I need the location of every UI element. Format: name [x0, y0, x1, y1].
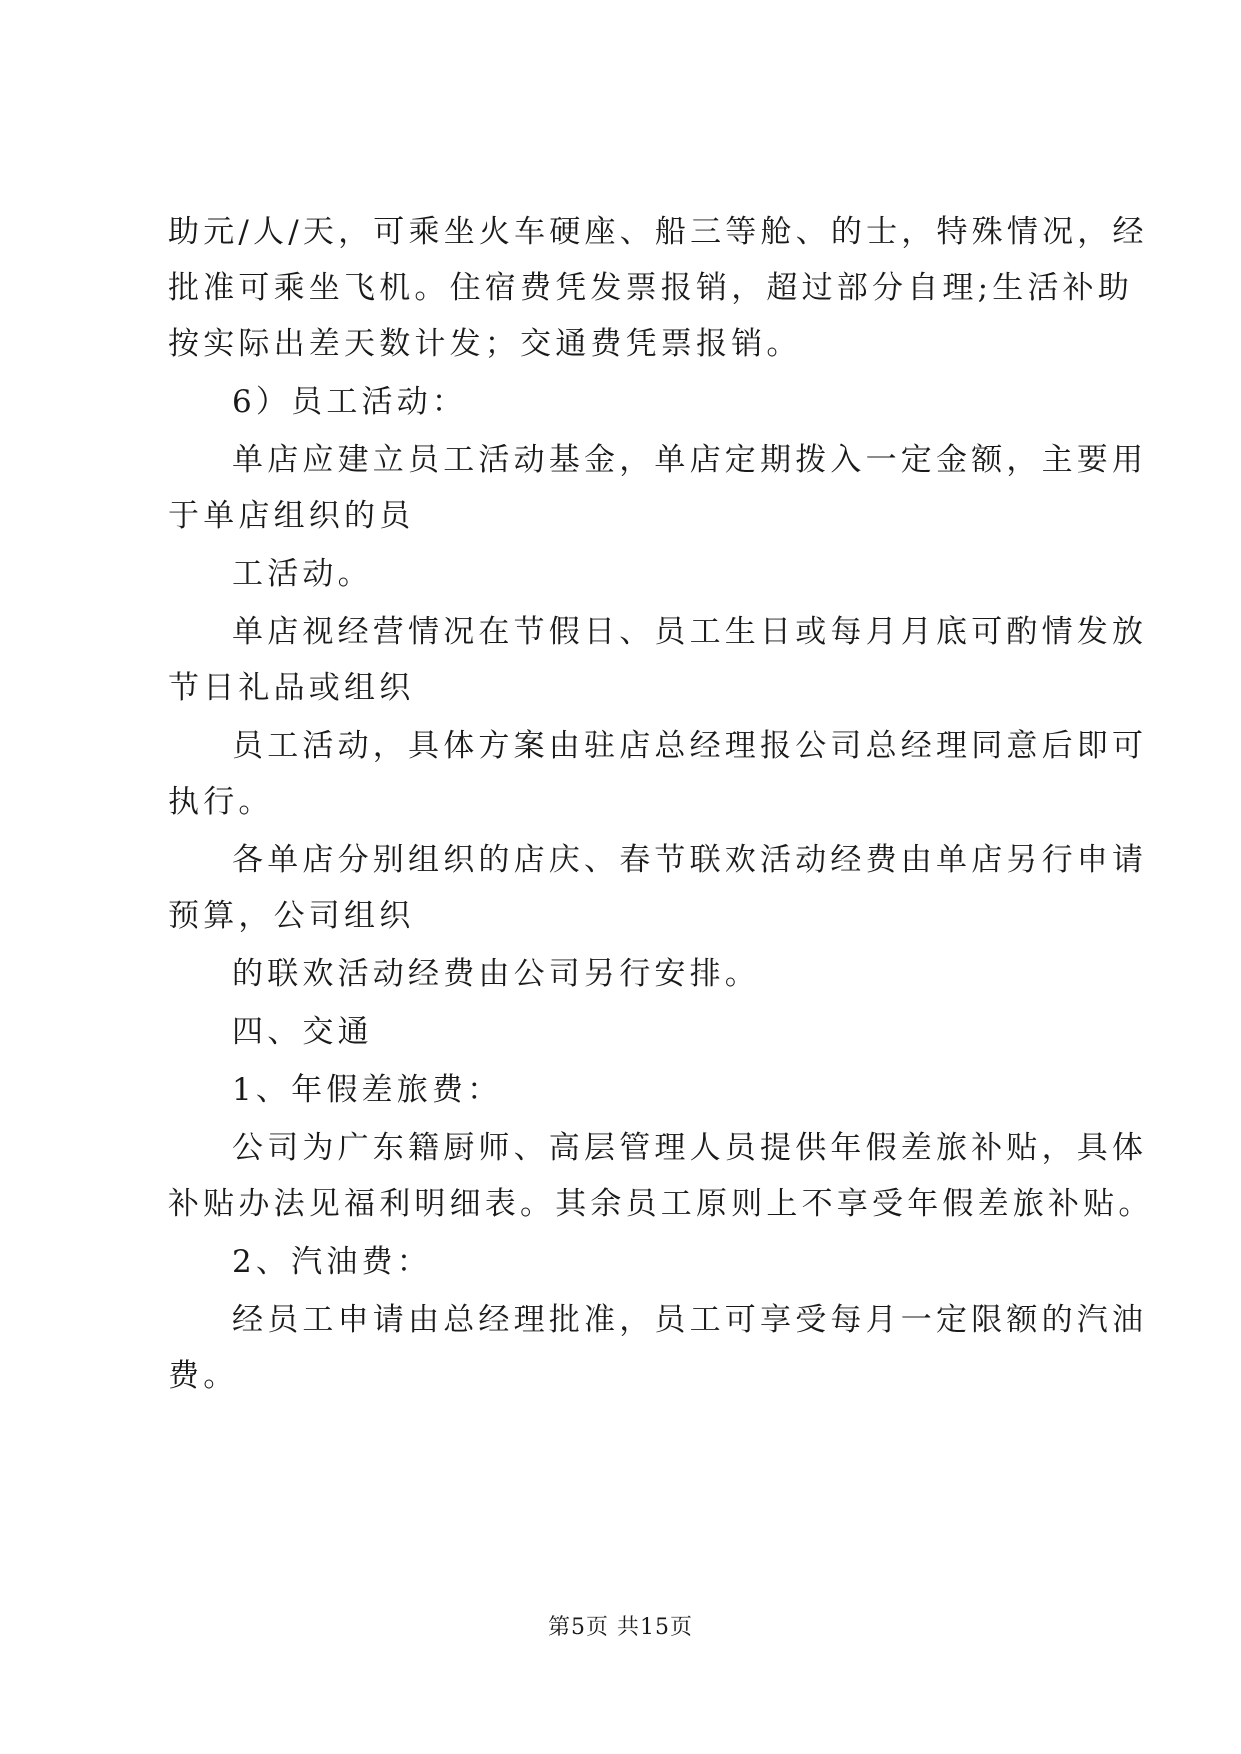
section-heading: 1、年假差旅费： — [232, 1072, 503, 1108]
text-line: 经员工申请由总经理批准，员工可享受每月一定限额的汽油 — [232, 1302, 1148, 1338]
text-line: 单店应建立员工活动基金，单店定期拨入一定金额，主要用 — [232, 442, 1148, 478]
text-line: 于单店组织的员 — [168, 498, 415, 534]
text-line: 执行。 — [168, 784, 274, 820]
page-number: 第5页 共15页 — [548, 1615, 693, 1640]
text-line: 预算，公司组织 — [168, 898, 415, 934]
text-line: 费。 — [168, 1358, 239, 1394]
section-heading: 2、汽油费： — [232, 1244, 432, 1280]
text-line: 各单店分别组织的店庆、春节联欢活动经费由单店另行申请 — [232, 842, 1148, 878]
text-line: 助元/人/天，可乘坐火车硬座、船三等舱、的士，特殊情况，经 — [168, 214, 1148, 250]
text-line: 工活动。 — [232, 556, 373, 592]
text-line: 公司为广东籍厨师、高层管理人员提供年假差旅补贴，具体 — [232, 1130, 1148, 1166]
text-line: 批准可乘坐飞机。住宿费凭发票报销，超过部分自理;生活补助 — [168, 270, 1134, 306]
section-heading: 四、交通 — [232, 1014, 373, 1050]
text-line: 单店视经营情况在节假日、员工生日或每月月底可酌情发放 — [232, 614, 1148, 650]
text-line: 的联欢活动经费由公司另行安排。 — [232, 956, 760, 992]
text-line: 补贴办法见福利明细表。其余员工原则上不享受年假差旅补贴。 — [168, 1186, 1154, 1222]
text-line: 员工活动，具体方案由驻店总经理报公司总经理同意后即可 — [232, 728, 1148, 764]
text-line: 节日礼品或组织 — [168, 670, 415, 706]
section-heading: 6）员工活动： — [232, 384, 468, 420]
text-line: 按实际出差天数计发；交通费凭票报销。 — [168, 326, 802, 362]
